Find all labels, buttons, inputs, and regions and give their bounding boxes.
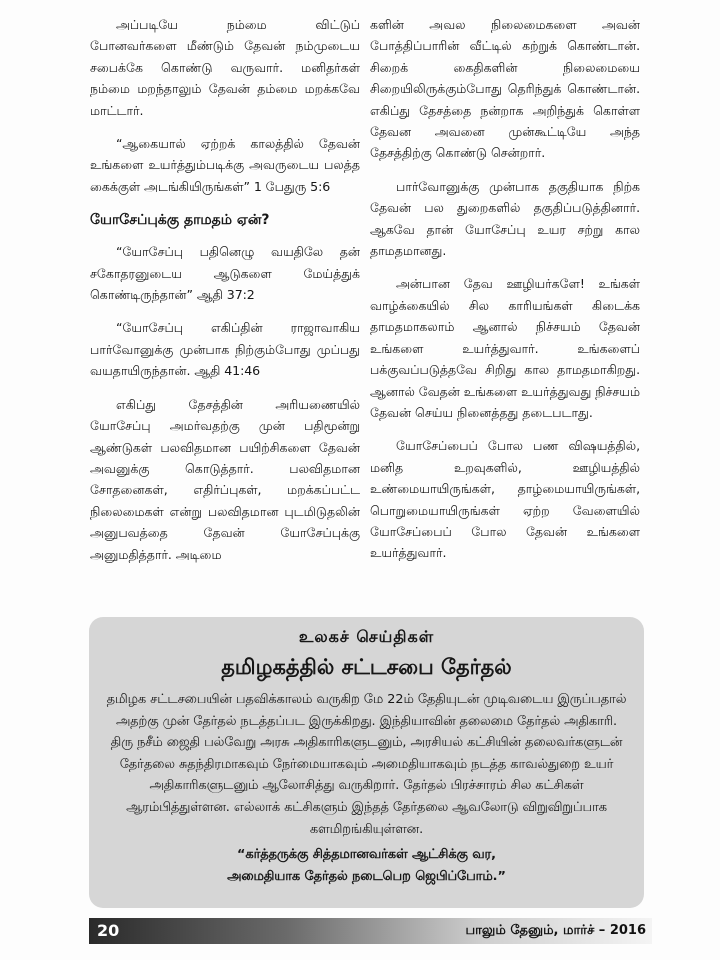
- page-footer: [89, 918, 652, 944]
- left-column: [90, 14, 360, 577]
- paragraph: பார்வோனுக்கு முன்பாக தகுதியாக நிற்க தேவன் பல துறைகளில் தகுதிப்படுத்தினார். ஆகவே தான் யோசேப்பு உயர சற்று கால தாமதமானது.: [370, 178, 640, 259]
- right-column: [370, 14, 640, 576]
- scripture-quote: “யோசேப்பு பதினெழு வயதிலே தன் சகோதரனுடைய ஆடுகளை மேய்த்துக் கொண்டிருந்தான்” ஆதி 37:2: [90, 244, 360, 303]
- news-quote-line-1: “கர்த்தருக்கு சித்தமானவர்கள் ஆட்சிக்கு வர,: [236, 847, 496, 863]
- section-heading: யோசேப்புக்கு தாமதம் ஏன்?: [90, 212, 270, 229]
- news-quote-line-2: அமைதியாக தேர்தல் நடைபெற ஜெபிப்போம்.”: [227, 868, 506, 884]
- paragraph: அன்பான தேவ ஊழியர்களே! உங்கள் வாழ்க்கையில் சில காரியங்கள் கிடைக்க தாமதமாகலாம் ஆனால் நிச்சயம் தேவன் உங்களை உயர்த்துவார். உங்களைப் பக்குவப்படுத்தவே சிறிது கால தாமதமாகிறது. ஆனால் வேதன் உங்களை உயர்த்துவது நிச்சயம் தேவன் செய்ய நினைத்தது தடைபடாது.: [370, 276, 640, 420]
- world-news-box: [89, 617, 644, 908]
- news-kicker: உலகச் செய்திகள்: [298, 627, 435, 646]
- scripture-quote: “ஆகையால் ஏற்றக் காலத்தில் தேவன் உங்களை உயர்த்தும்படிக்கு அவருடைய பலத்த கைக்குள் அடங்கியிருங்கள்” 1 பேதுரு 5:6: [90, 136, 360, 194]
- magazine-credit: பாலும் தேனும், மார்ச் – 2016: [465, 923, 646, 938]
- paragraph: அப்படியே நம்மை விட்டுப் போனவர்களை மீண்டும் தேவன் நம்முடைய சபைக்கே கொண்டு வருவார். மனிதர்கள் நம்மை மறந்தாலும் தேவன் தம்மை மறக்கவே மாட்டார்.: [90, 17, 360, 118]
- scripture-quote: “யோசேப்பு எகிப்தின் ராஜாவாகிய பார்வோனுக்கு முன்பாக நிற்கும்போது முப்பது வயதாயிருந்தான். ஆதி 41:46: [90, 320, 360, 379]
- paragraph: களின் அவல நிலைமைகளை அவன் போத்திப்பாரின் வீட்டில் கற்றுக் கொண்டான். சிறைக் கைதிகளின் நிலைமையை சிறையிலிருக்கும்போது தெரிந்துக் கொண்டான். எகிப்து தேசத்தை நன்றாக அறிந்துக் கொள்ள தேவன அவனை முன்கூட்டியே அந்த தேசத்திற்கு கொண்டு சென்றார்.: [370, 17, 640, 161]
- paragraph: யோசேப்பைப் போல பண விஷயத்தில், மனித உறவுகளில், ஊழியத்தில் உண்மையாயிருங்கள், தாழ்மையாயிருங்கள், பொறுமையாயிருங்கள் ஏற்ற வேளையில் யோசேப்பைப் போல தேவன் உங்களை உயர்த்துவார்.: [370, 438, 640, 561]
- page-number: 20: [97, 921, 120, 940]
- news-body: தமிழக சட்டசபையின் பதவிக்காலம் வருகிற மே 22ம் தேதியுடன் முடிவடைய இருப்பதால் அதற்கு முன் தேர்தல் நடத்தப்பட இருக்கிறது. இந்தியாவின் தலைமை தேர்தல் அதிகாரி. திரு நசீம் ஜைதி பல்வேறு அரசு அதிகாரிகளுடனும், அரசியல் கட்சியின் தலைவர்களுடன் தேர்தலை சுதந்திரமாகவும் நேர்மையாகவும் அமைதியாகவும் நடத்த காவல்துறை உயர் அதிகாரிகளுடனும் ஆலோசித்து வருகிறார். தேர்தல் பிரச்சாரம் சில கட்சிகள் ஆரம்பித்துள்ளன. எல்லாக் கட்சிகளும் இந்தத் தேர்தலை ஆவலோடு விறுவிறுப்பாக களமிறங்கியுள்ளன.: [106, 692, 627, 837]
- paragraph: எகிப்து தேசத்தின் அரியணையில் யோசேப்பு அமர்வதற்கு முன் பதிமூன்று ஆண்டுகள் பலவிதமான பயிற்சிகளை தேவன் அவனுக்கு கொடுத்தார். பலவிதமான சோதனைகள், எதிர்ப்புகள், மறக்கப்பட்ட நிலைமைகள் என்று பலவிதமான புடமிடுதலின் அனுபவத்தை தேவன் யோசேப்புக்கு அனுமதித்தார். அடிமை: [90, 396, 360, 562]
- news-title: தமிழகத்தில் சட்டசபை தேர்தல்: [221, 655, 512, 679]
